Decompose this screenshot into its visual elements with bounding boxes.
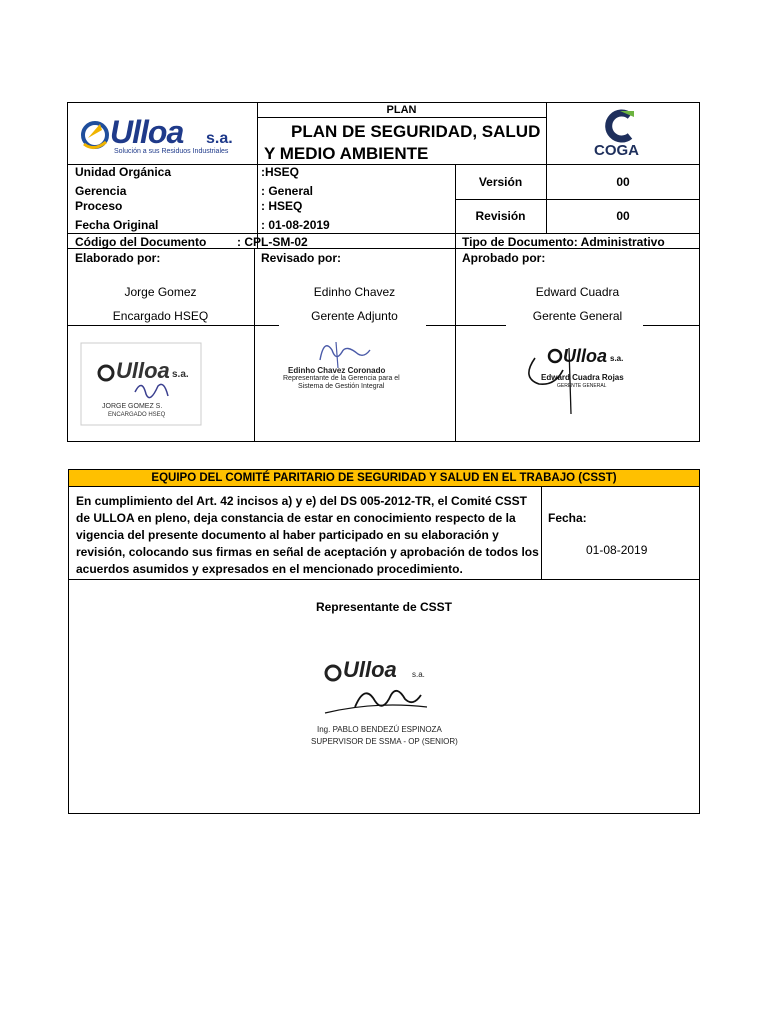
fecha-original-value: : 01-08-2019 xyxy=(261,218,330,232)
elaborado-name: Jorge Gomez xyxy=(124,285,197,299)
elaborado-role: Encargado HSEQ xyxy=(112,309,209,323)
divider xyxy=(643,325,700,326)
proceso-label: Proceso xyxy=(75,199,123,213)
divider xyxy=(541,486,542,579)
ulloa-logo-tagline: Solución a sus Residuos Industriales xyxy=(114,148,229,155)
divider xyxy=(455,233,456,248)
elaborado-stamp-logo: Ulloa xyxy=(116,358,170,383)
codigo-value: : CPL-SM-02 xyxy=(237,235,308,249)
aprobado-stamp-name: Edward Cuadra Rojas xyxy=(541,373,624,382)
divider xyxy=(546,102,547,165)
csst-stamp-line1: Ing. PABLO BENDEZÚ ESPINOZA xyxy=(317,725,442,734)
tipo-documento: Tipo de Documento: Administrativo xyxy=(462,235,665,249)
divider xyxy=(257,102,258,248)
csst-fecha-value: 01-08-2019 xyxy=(586,543,648,557)
csst-fecha-label: Fecha: xyxy=(548,511,587,525)
elaborado-stamp xyxy=(80,342,205,427)
proceso-value: : HSEQ xyxy=(261,199,303,213)
aprobado-label: Aprobado por: xyxy=(462,251,546,265)
csst-stamp-suffix: s.a. xyxy=(412,670,425,679)
revisado-stamp xyxy=(280,332,430,402)
revisado-label: Revisado por: xyxy=(261,251,342,265)
version-value: 00 xyxy=(616,175,630,189)
csst-body-line: de ULLOA en pleno, deja constancia de estar en conocimiento respecto de la xyxy=(76,511,516,525)
aprobado-stamp-role: GERENTE GENERAL xyxy=(557,383,607,389)
elaborado-stamp-suffix: s.a. xyxy=(172,369,189,380)
aprobado-name: Edward Cuadra xyxy=(535,285,620,299)
coga-logo xyxy=(590,108,660,160)
document-title-line2: Y MEDIO AMBIENTE xyxy=(264,144,429,163)
csst-body-line: En cumplimiento del Art. 42 incisos a) y e) del DS 005-2012-TR, el Comité CSST xyxy=(76,494,528,508)
divider xyxy=(68,579,700,580)
ulloa-logo-text: Ulloa xyxy=(110,114,184,150)
revisado-stamp-line1: Representante de la Gerencia para el xyxy=(283,375,400,382)
representante-label: Representante de CSST xyxy=(315,600,453,614)
divider xyxy=(68,486,700,487)
gerencia-value: : General xyxy=(261,184,314,198)
revisado-stamp-line2: Sistema de Gestión Integral xyxy=(298,383,385,390)
coga-c-icon xyxy=(590,108,660,142)
elaborado-stamp-role: ENCARGADO HSEQ xyxy=(108,412,166,418)
aprobado-role: Gerente General xyxy=(532,309,623,323)
codigo-label: Código del Documento xyxy=(75,235,207,249)
ulloa-logo xyxy=(80,108,250,160)
elaborado-stamp-name: JORGE GOMEZ S. xyxy=(102,403,163,410)
aprobado-stamp-logo: Ulloa xyxy=(563,346,608,366)
csst-body-text xyxy=(76,493,539,578)
csst-stamp-line2: SUPERVISOR DE SSMA - OP (SENIOR) xyxy=(311,737,458,746)
csst-body-line: acuerdos asumidos y expresados en el mencionado procedimiento. xyxy=(76,562,463,576)
csst-title: EQUIPO DEL COMITÉ PARITARIO DE SEGURIDAD Y SALUD EN EL TRABAJO (CSST) xyxy=(69,470,699,486)
divider xyxy=(254,248,255,442)
divider xyxy=(455,199,700,200)
plan-label: PLAN xyxy=(386,104,417,116)
csst-body-line: revisión, colocando sus firmas en señal de aceptación y aprobación de todos los xyxy=(76,545,539,559)
divider xyxy=(426,325,506,326)
divider xyxy=(67,233,700,234)
coga-logo-text: COGA xyxy=(594,142,639,159)
revisado-stamp-name: Edinho Chavez Coronado xyxy=(288,366,386,375)
gerencia-label: Gerencia xyxy=(75,184,127,198)
version-label: Versión xyxy=(478,175,523,189)
fecha-original-label: Fecha Original xyxy=(75,218,159,232)
csst-stamp xyxy=(305,655,475,760)
unidad-value: :HSEQ xyxy=(261,165,300,179)
aprobado-stamp xyxy=(515,328,645,418)
revision-value: 00 xyxy=(616,209,630,223)
divider xyxy=(254,325,279,326)
document-title-line1: PLAN DE SEGURIDAD, SALUD xyxy=(291,122,541,141)
divider xyxy=(67,325,254,326)
revision-label: Revisión xyxy=(475,209,526,223)
csst-stamp-logo: Ulloa xyxy=(343,657,397,682)
csst-body-line: vigencia del presente documento al haber participado en su elaboración y xyxy=(76,528,499,542)
revisado-role: Gerente Adjunto xyxy=(311,309,398,323)
unidad-label: Unidad Orgánica xyxy=(75,165,172,179)
divider xyxy=(455,248,456,442)
divider xyxy=(257,117,546,118)
aprobado-stamp-suffix: s.a. xyxy=(610,354,624,363)
revisado-name: Edinho Chavez xyxy=(313,285,396,299)
elaborado-label: Elaborado por: xyxy=(75,251,161,265)
ulloa-logo-suffix: s.a. xyxy=(206,130,233,147)
